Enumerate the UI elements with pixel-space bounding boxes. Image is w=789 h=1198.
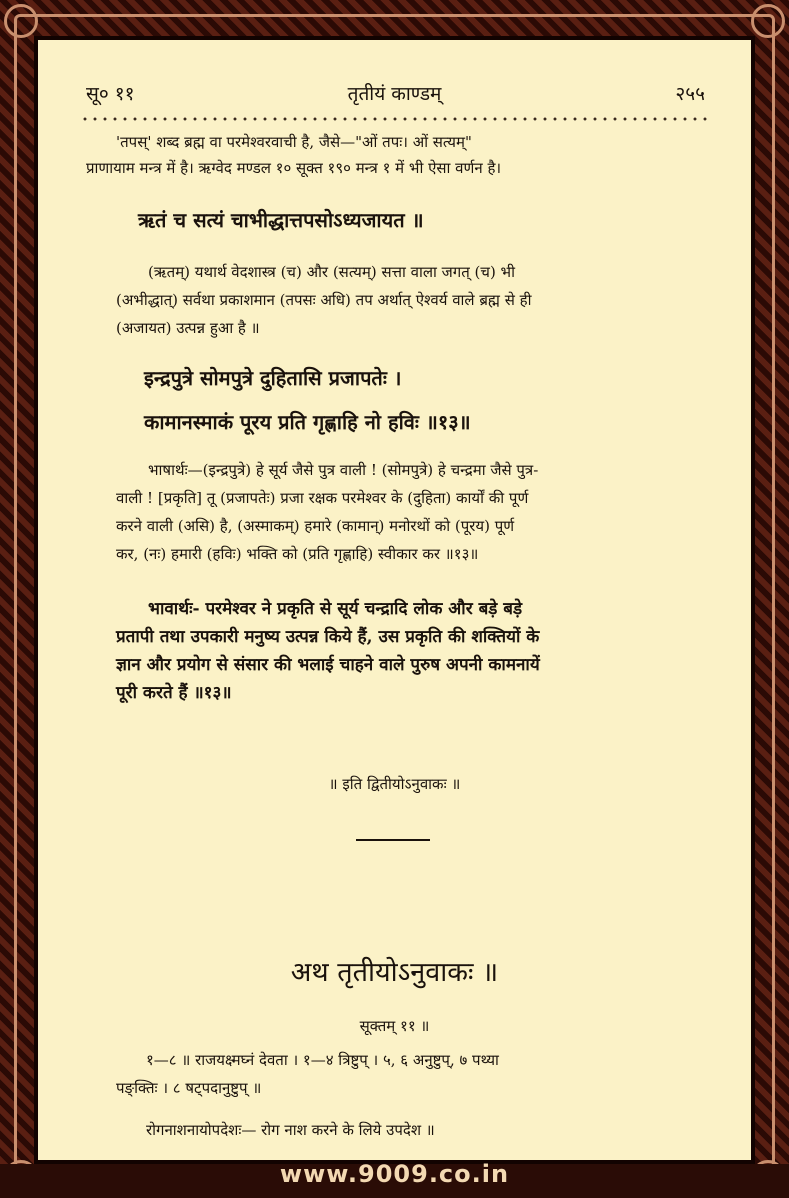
- bhavartha-line-1: भावार्थः- परमेश्वर ने प्रकृति से सूर्य चन्द्रादि लोक और बड़े बड़े: [148, 599, 523, 619]
- page-header: [38, 80, 751, 110]
- mantra-13-line-2: कामानस्माकं पूरय प्रति गृह्णाहि नो हविः ॥१३॥: [144, 410, 471, 434]
- bhashartha-line-2: वाली ! [प्रकृति] तू (प्रजापतेः) प्रजा रक्षक परमेश्वर के (दुहिता) कार्यों की पूर्ण: [116, 489, 529, 507]
- sukta-number: सू० ११: [86, 83, 135, 105]
- dotted-divider: [80, 114, 710, 124]
- bhashartha-line-3: करने वाली (असि) है, (अस्माकम्) हमारे (कामान्) मनोरथों को (पूरय) पूर्ण: [116, 517, 515, 535]
- mantra-13-line-1: इन्द्रपुत्रे सोमपुत्रे दुहितासि प्रजापतेः ।: [144, 366, 402, 390]
- book-section-title: तृतीयं काण्डम्: [347, 83, 442, 105]
- corner-ornament: [751, 4, 785, 38]
- meaning-line-2: (अभीद्धात्) सर्वथा प्रकाशमान (तपसः अधि) तप अर्थात् ऐश्वर्य वाले ब्रह्म से ही: [116, 291, 532, 309]
- sukta-label: सूक्तम् ११ ॥: [359, 1017, 430, 1035]
- section-rule: [356, 839, 430, 841]
- intro-line-1: 'तपस्' शब्द ब्रह्म वा परमेश्वरवाची है, जैसे—"ओं तपः। ओं सत्यम्": [116, 133, 472, 151]
- sukta-info-line-2: पङ्क्तिः । ८ षट्पदानुष्टुप् ॥: [116, 1079, 262, 1097]
- upadesha-line: रोगनाशनायोपदेशः— रोग नाश करने के लिये उपदेश ॥: [146, 1121, 435, 1139]
- anuvaka-title: अथ तृतीयोऽनुवाकः ॥: [290, 957, 499, 988]
- bhashartha-line-4: कर, (नः) हमारी (हविः) भक्ति को (प्रति गृह्णाहि) स्वीकार कर ॥१३॥: [116, 545, 479, 563]
- book-page: [38, 40, 751, 1160]
- mantra-rita: ऋतं च सत्यं चाभीद्धात्तपसोऽध्यजायत ॥: [138, 208, 424, 232]
- meaning-line-1: (ऋतम्) यथार्थ वेदशास्त्र (च) और (सत्यम्) सत्ता वाला जगत् (च) भी: [148, 263, 515, 281]
- anuvaka-end: ॥ इति द्वितीयोऽनुवाकः ॥: [328, 775, 461, 793]
- meaning-line-3: (अजायत) उत्पन्न हुआ है ॥: [116, 319, 260, 337]
- page-number: २५५: [675, 83, 705, 105]
- bhavartha-line-2: प्रतापी तथा उपकारी मनुष्य उत्पन्न किये हैं, उस प्रकृति की शक्तियों के: [116, 627, 540, 647]
- bhavartha-line-4: पूरी करते हैं ॥१३॥: [116, 683, 232, 703]
- bhashartha-line-1: भाषार्थः—(इन्द्रपुत्रे) हे सूर्य जैसे पुत्र वाली ! (सोमपुत्रे) हे चन्द्रमा जैसे पुत्र-: [148, 461, 539, 479]
- bhavartha-line-3: ज्ञान और प्रयोग से संसार की भलाई चाहने वाले पुरुष अपनी कामनायें: [116, 655, 540, 675]
- sukta-info-line-1: १—८ ॥ राजयक्ष्मघ्नं देवता । १—४ त्रिष्टुप् । ५, ६ अनुष्टुप्, ७ पथ्या: [146, 1051, 499, 1069]
- corner-ornament: [4, 4, 38, 38]
- intro-line-2: प्राणायाम मन्त्र में है। ऋग्वेद मण्डल १० सूक्त १९० मन्त्र १ में भी ऐसा वर्णन है।: [86, 159, 502, 177]
- website-watermark: www.9009.co.in: [279, 1160, 510, 1188]
